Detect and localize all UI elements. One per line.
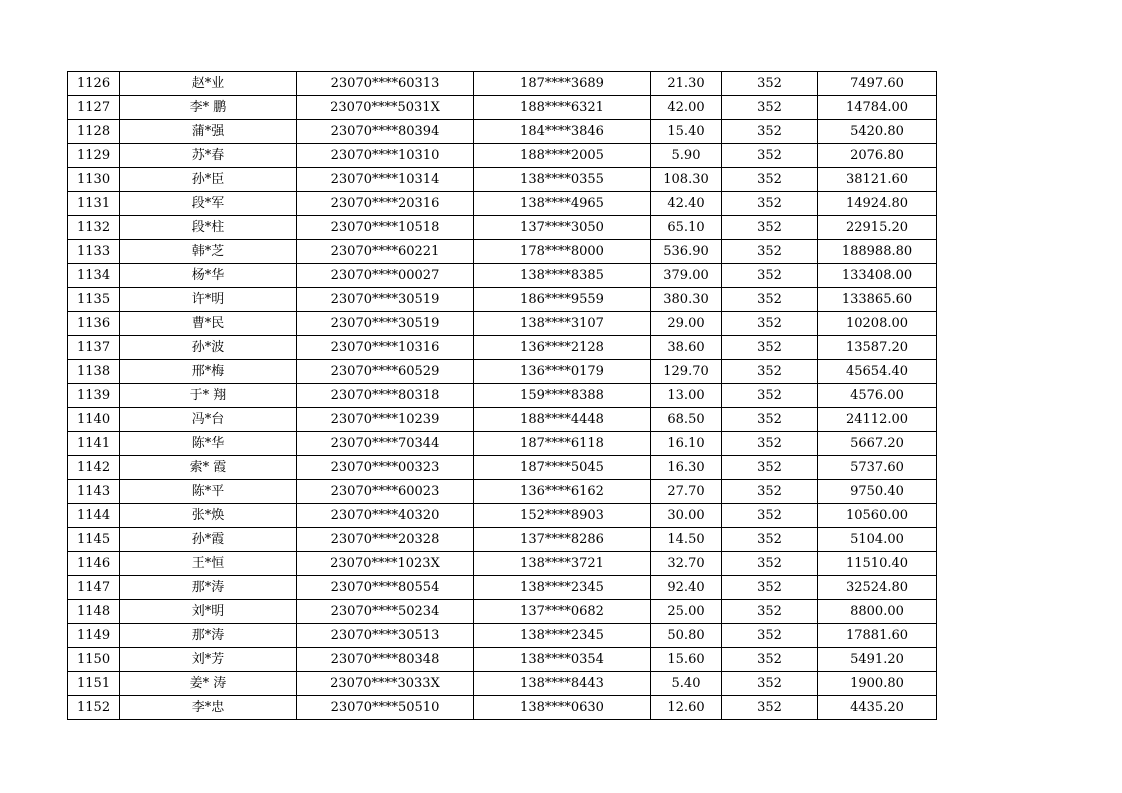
name-cell: 蒲*强: [120, 120, 297, 144]
unit-price-cell: 352: [722, 216, 818, 240]
id-number-cell: 23070****30519: [297, 312, 474, 336]
amount-cell: 4576.00: [818, 384, 937, 408]
area-cell: 42.40: [651, 192, 722, 216]
amount-cell: 1900.80: [818, 672, 937, 696]
table-row: [68, 696, 937, 720]
row-number-cell: 1141: [68, 432, 120, 456]
phone-cell: 137****3050: [474, 216, 651, 240]
amount-cell: 5491.20: [818, 648, 937, 672]
table-row: [68, 528, 937, 552]
row-number-cell: 1126: [68, 72, 120, 96]
row-number-cell: 1127: [68, 96, 120, 120]
phone-cell: 159****8388: [474, 384, 651, 408]
amount-cell: 14924.80: [818, 192, 937, 216]
phone-cell: 138****8385: [474, 264, 651, 288]
id-number-cell: 23070****5031X: [297, 96, 474, 120]
phone-cell: 138****3107: [474, 312, 651, 336]
row-number-cell: 1138: [68, 360, 120, 384]
unit-price-cell: 352: [722, 72, 818, 96]
id-number-cell: 23070****50234: [297, 600, 474, 624]
area-cell: 108.30: [651, 168, 722, 192]
amount-cell: 5104.00: [818, 528, 937, 552]
phone-cell: 188****4448: [474, 408, 651, 432]
name-cell: 那*涛: [120, 576, 297, 600]
table-row: [68, 144, 937, 168]
row-number-cell: 1145: [68, 528, 120, 552]
row-number-cell: 1133: [68, 240, 120, 264]
area-cell: 15.60: [651, 648, 722, 672]
table-row: [68, 168, 937, 192]
phone-cell: 187****6118: [474, 432, 651, 456]
name-cell: 段*柱: [120, 216, 297, 240]
table-row: [68, 288, 937, 312]
id-number-cell: 23070****70344: [297, 432, 474, 456]
table-row: [68, 576, 937, 600]
table-row: [68, 72, 937, 96]
unit-price-cell: 352: [722, 168, 818, 192]
table-row: [68, 240, 937, 264]
row-number-cell: 1149: [68, 624, 120, 648]
area-cell: 14.50: [651, 528, 722, 552]
amount-cell: 188988.80: [818, 240, 937, 264]
amount-cell: 10560.00: [818, 504, 937, 528]
unit-price-cell: 352: [722, 528, 818, 552]
row-number-cell: 1139: [68, 384, 120, 408]
amount-cell: 4435.20: [818, 696, 937, 720]
amount-cell: 8800.00: [818, 600, 937, 624]
area-cell: 15.40: [651, 120, 722, 144]
phone-cell: 188****6321: [474, 96, 651, 120]
name-cell: 赵*业: [120, 72, 297, 96]
unit-price-cell: 352: [722, 696, 818, 720]
phone-cell: 138****8443: [474, 672, 651, 696]
area-cell: 536.90: [651, 240, 722, 264]
name-cell: 刘*明: [120, 600, 297, 624]
unit-price-cell: 352: [722, 624, 818, 648]
table-row: [68, 504, 937, 528]
unit-price-cell: 352: [722, 432, 818, 456]
name-cell: 苏*春: [120, 144, 297, 168]
table-row: [68, 216, 937, 240]
phone-cell: 136****0179: [474, 360, 651, 384]
table-row: [68, 120, 937, 144]
amount-cell: 32524.80: [818, 576, 937, 600]
row-number-cell: 1136: [68, 312, 120, 336]
unit-price-cell: 352: [722, 336, 818, 360]
area-cell: 38.60: [651, 336, 722, 360]
unit-price-cell: 352: [722, 192, 818, 216]
phone-cell: 187****5045: [474, 456, 651, 480]
area-cell: 92.40: [651, 576, 722, 600]
unit-price-cell: 352: [722, 504, 818, 528]
table-row: [68, 192, 937, 216]
amount-cell: 133865.60: [818, 288, 937, 312]
phone-cell: 138****3721: [474, 552, 651, 576]
name-cell: 王*恒: [120, 552, 297, 576]
area-cell: 25.00: [651, 600, 722, 624]
amount-cell: 5420.80: [818, 120, 937, 144]
row-number-cell: 1137: [68, 336, 120, 360]
area-cell: 68.50: [651, 408, 722, 432]
unit-price-cell: 352: [722, 120, 818, 144]
area-cell: 30.00: [651, 504, 722, 528]
table-row: [68, 480, 937, 504]
table-row: [68, 408, 937, 432]
phone-cell: 137****8286: [474, 528, 651, 552]
unit-price-cell: 352: [722, 96, 818, 120]
unit-price-cell: 352: [722, 240, 818, 264]
amount-cell: 45654.40: [818, 360, 937, 384]
name-cell: 孙*波: [120, 336, 297, 360]
name-cell: 于* 翔: [120, 384, 297, 408]
name-cell: 刘*芳: [120, 648, 297, 672]
name-cell: 杨*华: [120, 264, 297, 288]
phone-cell: 136****2128: [474, 336, 651, 360]
phone-cell: 184****3846: [474, 120, 651, 144]
phone-cell: 187****3689: [474, 72, 651, 96]
name-cell: 许*明: [120, 288, 297, 312]
area-cell: 16.10: [651, 432, 722, 456]
row-number-cell: 1135: [68, 288, 120, 312]
id-number-cell: 23070****30513: [297, 624, 474, 648]
unit-price-cell: 352: [722, 672, 818, 696]
name-cell: 姜* 涛: [120, 672, 297, 696]
unit-price-cell: 352: [722, 288, 818, 312]
phone-cell: 178****8000: [474, 240, 651, 264]
name-cell: 孙*霞: [120, 528, 297, 552]
amount-cell: 9750.40: [818, 480, 937, 504]
name-cell: 陈*平: [120, 480, 297, 504]
phone-cell: 152****8903: [474, 504, 651, 528]
unit-price-cell: 352: [722, 264, 818, 288]
name-cell: 韩*芝: [120, 240, 297, 264]
area-cell: 380.30: [651, 288, 722, 312]
area-cell: 129.70: [651, 360, 722, 384]
data-table: [67, 71, 937, 720]
id-number-cell: 23070****10310: [297, 144, 474, 168]
row-number-cell: 1152: [68, 696, 120, 720]
table-body: [68, 72, 937, 720]
amount-cell: 5667.20: [818, 432, 937, 456]
name-cell: 孙*臣: [120, 168, 297, 192]
table-row: [68, 624, 937, 648]
amount-cell: 24112.00: [818, 408, 937, 432]
table-row: [68, 360, 937, 384]
id-number-cell: 23070****1023X: [297, 552, 474, 576]
area-cell: 32.70: [651, 552, 722, 576]
area-cell: 29.00: [651, 312, 722, 336]
row-number-cell: 1143: [68, 480, 120, 504]
row-number-cell: 1146: [68, 552, 120, 576]
name-cell: 段*军: [120, 192, 297, 216]
amount-cell: 14784.00: [818, 96, 937, 120]
area-cell: 13.00: [651, 384, 722, 408]
area-cell: 16.30: [651, 456, 722, 480]
id-number-cell: 23070****80394: [297, 120, 474, 144]
unit-price-cell: 352: [722, 480, 818, 504]
area-cell: 12.60: [651, 696, 722, 720]
amount-cell: 7497.60: [818, 72, 937, 96]
amount-cell: 17881.60: [818, 624, 937, 648]
id-number-cell: 23070****60529: [297, 360, 474, 384]
id-number-cell: 23070****3033X: [297, 672, 474, 696]
table-row: [68, 600, 937, 624]
row-number-cell: 1132: [68, 216, 120, 240]
unit-price-cell: 352: [722, 456, 818, 480]
id-number-cell: 23070****30519: [297, 288, 474, 312]
area-cell: 27.70: [651, 480, 722, 504]
id-number-cell: 23070****10316: [297, 336, 474, 360]
row-number-cell: 1144: [68, 504, 120, 528]
unit-price-cell: 352: [722, 312, 818, 336]
id-number-cell: 23070****20316: [297, 192, 474, 216]
id-number-cell: 23070****60023: [297, 480, 474, 504]
area-cell: 5.90: [651, 144, 722, 168]
phone-cell: 138****2345: [474, 624, 651, 648]
phone-cell: 136****6162: [474, 480, 651, 504]
id-number-cell: 23070****50510: [297, 696, 474, 720]
row-number-cell: 1128: [68, 120, 120, 144]
table-row: [68, 672, 937, 696]
table-row: [68, 384, 937, 408]
unit-price-cell: 352: [722, 360, 818, 384]
table-row: [68, 648, 937, 672]
name-cell: 陈*华: [120, 432, 297, 456]
id-number-cell: 23070****00323: [297, 456, 474, 480]
phone-cell: 138****0355: [474, 168, 651, 192]
row-number-cell: 1150: [68, 648, 120, 672]
area-cell: 379.00: [651, 264, 722, 288]
phone-cell: 138****0354: [474, 648, 651, 672]
id-number-cell: 23070****00027: [297, 264, 474, 288]
table-row: [68, 312, 937, 336]
table-row: [68, 264, 937, 288]
phone-cell: 137****0682: [474, 600, 651, 624]
name-cell: 邢*梅: [120, 360, 297, 384]
table-row: [68, 456, 937, 480]
amount-cell: 11510.40: [818, 552, 937, 576]
unit-price-cell: 352: [722, 648, 818, 672]
row-number-cell: 1151: [68, 672, 120, 696]
area-cell: 50.80: [651, 624, 722, 648]
id-number-cell: 23070****40320: [297, 504, 474, 528]
unit-price-cell: 352: [722, 384, 818, 408]
name-cell: 李* 鹏: [120, 96, 297, 120]
table-row: [68, 96, 937, 120]
table-row: [68, 336, 937, 360]
row-number-cell: 1140: [68, 408, 120, 432]
phone-cell: 138****2345: [474, 576, 651, 600]
row-number-cell: 1130: [68, 168, 120, 192]
unit-price-cell: 352: [722, 576, 818, 600]
id-number-cell: 23070****10239: [297, 408, 474, 432]
area-cell: 42.00: [651, 96, 722, 120]
area-cell: 65.10: [651, 216, 722, 240]
unit-price-cell: 352: [722, 552, 818, 576]
row-number-cell: 1129: [68, 144, 120, 168]
amount-cell: 38121.60: [818, 168, 937, 192]
area-cell: 21.30: [651, 72, 722, 96]
id-number-cell: 23070****20328: [297, 528, 474, 552]
unit-price-cell: 352: [722, 408, 818, 432]
id-number-cell: 23070****80554: [297, 576, 474, 600]
row-number-cell: 1142: [68, 456, 120, 480]
area-cell: 5.40: [651, 672, 722, 696]
id-number-cell: 23070****10314: [297, 168, 474, 192]
name-cell: 李*忠: [120, 696, 297, 720]
unit-price-cell: 352: [722, 600, 818, 624]
row-number-cell: 1134: [68, 264, 120, 288]
unit-price-cell: 352: [722, 144, 818, 168]
amount-cell: 22915.20: [818, 216, 937, 240]
phone-cell: 186****9559: [474, 288, 651, 312]
row-number-cell: 1148: [68, 600, 120, 624]
id-number-cell: 23070****80348: [297, 648, 474, 672]
phone-cell: 138****4965: [474, 192, 651, 216]
phone-cell: 138****0630: [474, 696, 651, 720]
name-cell: 索* 霞: [120, 456, 297, 480]
id-number-cell: 23070****60221: [297, 240, 474, 264]
name-cell: 那*涛: [120, 624, 297, 648]
name-cell: 张*焕: [120, 504, 297, 528]
name-cell: 曹*民: [120, 312, 297, 336]
amount-cell: 5737.60: [818, 456, 937, 480]
id-number-cell: 23070****60313: [297, 72, 474, 96]
row-number-cell: 1131: [68, 192, 120, 216]
amount-cell: 13587.20: [818, 336, 937, 360]
table-row: [68, 552, 937, 576]
id-number-cell: 23070****10518: [297, 216, 474, 240]
id-number-cell: 23070****80318: [297, 384, 474, 408]
table-row: [68, 432, 937, 456]
row-number-cell: 1147: [68, 576, 120, 600]
amount-cell: 10208.00: [818, 312, 937, 336]
amount-cell: 2076.80: [818, 144, 937, 168]
amount-cell: 133408.00: [818, 264, 937, 288]
name-cell: 冯*台: [120, 408, 297, 432]
phone-cell: 188****2005: [474, 144, 651, 168]
